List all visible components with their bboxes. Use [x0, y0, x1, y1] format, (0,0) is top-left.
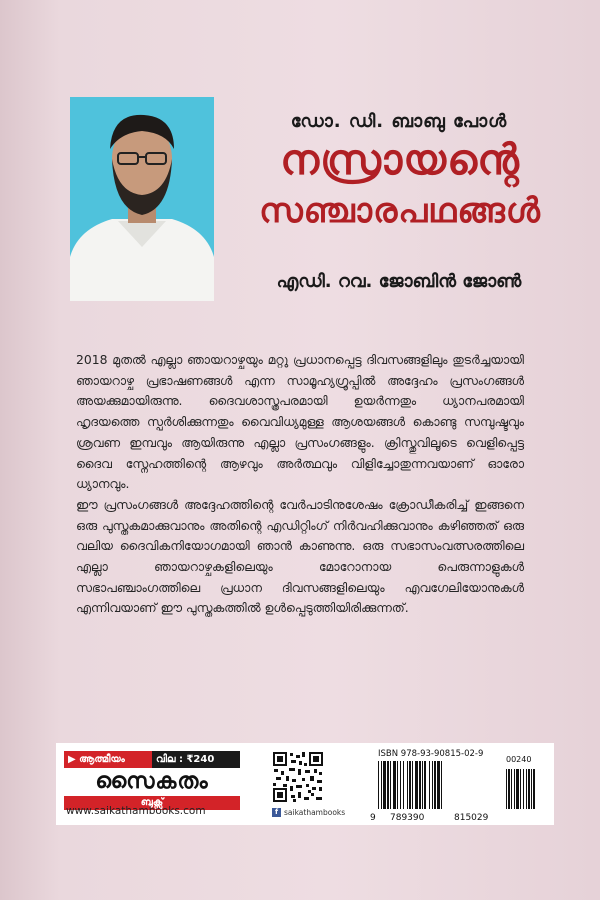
barcode-bar	[387, 761, 389, 809]
barcode-addon-bar	[520, 769, 521, 809]
publisher-imprint: ബുക്സ്	[64, 796, 240, 810]
facebook-handle	[272, 808, 345, 817]
publisher-website: www.saikathambooks.com	[66, 805, 206, 817]
barcode-addon-bar	[508, 769, 510, 809]
price-code: 00240	[506, 755, 532, 764]
barcode-addon-bar	[531, 769, 532, 809]
author-photo	[70, 97, 214, 301]
barcode-bar	[397, 761, 398, 809]
book-title-line1: നസ്രായന്റെ	[280, 135, 520, 184]
category-label: ▶ ആത്മീയം	[64, 751, 152, 768]
barcode-bar	[393, 761, 396, 809]
barcode-addon-bar	[511, 769, 512, 809]
isbn-number: ISBN 978-93-90815-02-9	[378, 749, 484, 759]
blurb-paragraph-2: ഈ പ്രസംഗങ്ങൾ അദ്ദേഹത്തിന്റെ വേർപാടിനുശേഷം ക്രോഡീകരിച്ച് ഇങ്ങനെ ഒരു പുസ്തകമാക്കുവാനും അതിന്റെ എഡിറ്റിംഗ് നിർവഹിക്കുവാനും കഴിഞ്ഞത് ഒരു വലിയ ദൈവികനിയോഗമായി ഞാൻ കാണുന്നു. ഒരു സഭാസംവത്സരത്തിലെ എല്ലാ ഞായറാഴ്ചകളിലെയും മോറോനായ പെരുന്നാളുകൾ സഭാപഞ്ചാംഗത്തിലെ പ്രധാന ദിവസങ്ങളിലെയും എവഗേലിയോനുകൾ എന്നിവയാണ് ഈ പുസ്തകത്തിൽ ഉൾപ്പെടുത്തിയിരിക്കുന്നത്.	[76, 496, 524, 616]
barcode-bar	[415, 761, 418, 809]
barcode-digits-right: 815029	[454, 813, 489, 823]
barcode-bar	[422, 761, 423, 809]
barcode-addon-bar	[516, 769, 519, 809]
barcode-bar	[434, 761, 436, 809]
barcode-bar	[390, 761, 391, 809]
barcode-bar	[409, 761, 411, 809]
barcode-addon-bar	[514, 769, 515, 809]
barcode-addon-bar	[523, 769, 524, 809]
barcode-bar	[429, 761, 430, 809]
barcode-bar	[407, 761, 408, 809]
price-label: വില : ₹240	[152, 751, 240, 768]
blurb-paragraph-1: 2018 മുതൽ എല്ലാ ഞായറാഴ്ചയും മറ്റു പ്രധാനപ്പെട്ട ദിവസങ്ങളിലും തുടർച്ചയായി ഞായറാഴ്ച പ്രഭാഷണങ്ങൾ എന്ന സാമൂഹ്യഗ്രൂപ്പിൽ അദ്ദേഹം പ്രസംഗങ്ങൾ അയക്കുമായിരുന്നു. ദൈവശാസ്ത്രപരമായി ഉയർന്നതും ധ്യാനപരമായി ഹൃദയത്തെ സ്പർശിക്കുന്നതും വൈവിധ്യമുള്ള ആശയങ്ങൾ കൊണ്ടു സമ്പുഷ്ടവും ശ്രവണ ഇമ്പവും ആയിരുന്നു എല്ലാ പ്രസംഗങ്ങളും. ക്രിസ്തുവിലൂടെ വെളിപ്പെട്ട ദൈവ സ്നേഹത്തിന്റെ ആഴവും അർത്ഥവും വിളിച്ചോതുന്നവയാണ് ഓരോ ധ്യാനവും.	[76, 352, 524, 492]
barcode-bar	[437, 761, 440, 809]
facebook-handle-text: saikathambooks	[284, 808, 346, 817]
facebook-icon: f	[272, 808, 281, 817]
barcode-addon-bar	[528, 769, 530, 809]
book-title-line2: സഞ്ചാരപഥങ്ങൾ	[259, 191, 541, 231]
publisher-strip	[56, 743, 554, 825]
barcode-bar	[419, 761, 421, 809]
barcode-bar	[400, 761, 401, 809]
publisher-name: സൈകതം	[95, 769, 209, 794]
author-name: ഡോ. ഡി. ബാബു പോൾ	[290, 111, 508, 132]
barcode-bar	[412, 761, 413, 809]
barcode-bar	[378, 761, 379, 809]
barcode-bar	[424, 761, 426, 809]
blurb-text	[76, 350, 524, 619]
barcode	[378, 761, 550, 813]
barcode-addon-bar	[506, 769, 507, 809]
barcode-addon-bar	[526, 769, 527, 809]
barcode-addon-bar	[533, 769, 535, 809]
barcode-digits-left: 789390	[390, 813, 425, 823]
qr-code-icon	[272, 751, 324, 803]
barcode-bar	[441, 761, 442, 809]
editor-name: എഡി. റവ. ജോബിൻ ജോൺ	[276, 271, 522, 292]
barcode-bar	[381, 761, 382, 809]
barcode-bar	[403, 761, 404, 809]
barcode-bar	[432, 761, 433, 809]
barcode-digit-first: 9	[370, 813, 376, 823]
barcode-bar	[383, 761, 386, 809]
